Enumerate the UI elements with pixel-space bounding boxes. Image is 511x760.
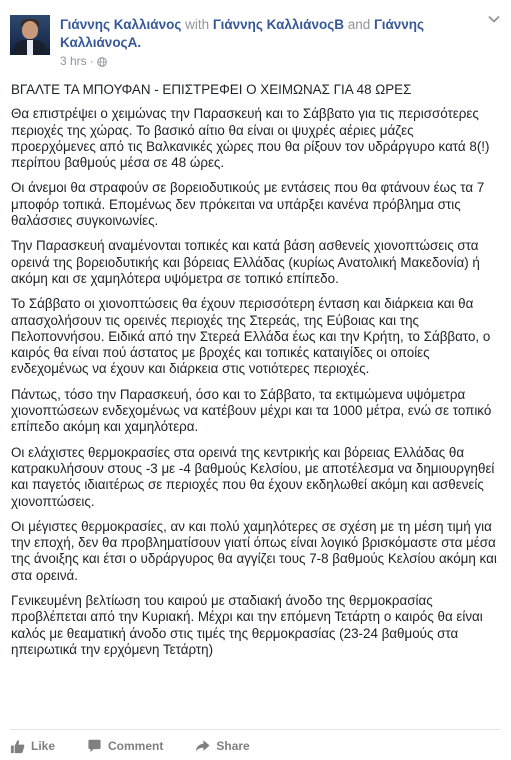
post-paragraph: Οι άνεμοι θα στραφούν σε βορειοδυτικούς με εντάσεις που θα φτάνουν έως τα 7 μποφόρ τοπικά. Επομένως δεν πρόκειται να υπάρξει κανένα πρόβλημα στις θαλάσσιες συγκοινωνίες. bbox=[11, 180, 485, 229]
and-text: and bbox=[347, 17, 371, 32]
avatar-shirt bbox=[27, 40, 33, 55]
share-arrow-icon bbox=[195, 739, 210, 753]
post-paragraph: Την Παρασκευή αναμένονται τοπικές και κατά βάση ασθενείς χιονοπτώσεις στα ορεινά της βορειοδυτικής και βόρειας Ελλάδας (κυρίως Ανατολική Μακεδονία) ή ακόμη και σε χαμηλότερα υψόμετρα σε τοπικό επίπεδο. bbox=[11, 238, 480, 286]
meta-separator: · bbox=[89, 54, 94, 68]
post-actions-bar bbox=[10, 736, 500, 756]
share-label: Share bbox=[216, 739, 250, 753]
post-text bbox=[11, 82, 497, 667]
avatar-face bbox=[22, 21, 38, 39]
thumbs-up-icon bbox=[10, 739, 25, 754]
globe-icon[interactable] bbox=[97, 56, 107, 66]
chevron-down-icon[interactable] bbox=[486, 12, 502, 26]
author-avatar[interactable] bbox=[10, 15, 50, 55]
post-paragraph: Το Σάββατο οι χιονοπτώσεις θα έχουν περισσότερη ένταση και διάρκεια και θα απασχολήσουν τις ορεινές περιοχές της Στερεάς, της Εύβοιας και της Πελοποννήσου. Ειδικά από την Στερεά Ελλάδα έως και την Κρήτη, το Σάββατο, ο καιρός θα είναι πού άστατος με βροχές και τοπικές καταιγίδες οι οποίες ενδεχομένως να έχουν και διάρκεια στις νοτιότερες περιοχές. bbox=[11, 296, 491, 377]
like-label: Like bbox=[31, 739, 56, 753]
post-paragraph: Γενικευμένη βελτίωση του καιρού με σταδιακή άνοδο της θερμοκρασίας προβλέπεται από την Κυριακή. Μέχρι και την επόμενη Τετάρτη ο καιρός θα είναι καλός με θεαματική άνοδο στις τιμές της θερμοκρασίας (23-24 βαθμούς στα ηπειρωτικά την ερχόμενη Τετάρτη) bbox=[11, 593, 483, 657]
speech-bubble-icon bbox=[87, 739, 102, 753]
like-button[interactable] bbox=[10, 739, 55, 754]
author-name-link[interactable]: Γιάννης Καλλιάνος bbox=[60, 17, 182, 32]
post-timestamp-link[interactable]: 3 hrs bbox=[60, 54, 87, 68]
comment-button[interactable] bbox=[87, 739, 163, 753]
comment-label: Comment bbox=[108, 739, 164, 753]
tagged-user-2-link[interactable]: Γιάννης ΚαλλιάνοςΑ. bbox=[60, 17, 425, 50]
author-line bbox=[60, 16, 440, 52]
post-meta bbox=[60, 54, 107, 68]
actions-divider bbox=[10, 729, 501, 730]
post-header bbox=[10, 12, 500, 72]
with-text: with bbox=[185, 17, 210, 32]
post-paragraph: Θα επιστρέψει ο χειμώνας την Παρασκευή και το Σάββατο για τις περισσότερες περιοχές της χώρας. Το βασικό αίτιο θα είναι οι ψυχρές αέριες μάζες προερχόμενες από τις Βαλκανικές χώρες που θα ρίξουν τον υδράργυρο κατά 8(!) περίπου βαθμούς μέσα σε 48 ώρες. bbox=[11, 106, 490, 171]
post-headline: ΒΓΑΛΤΕ ΤΑ ΜΠΟΥΦΑΝ - ΕΠΙΣΤΡΕΦΕΙ Ο ΧΕΙΜΩΝΑΣ ΓΙΑ 48 ΩΡΕΣ bbox=[11, 82, 412, 97]
tagged-user-1-link[interactable]: Γιάννης ΚαλλιάνοςΒ bbox=[212, 17, 344, 32]
post-paragraph: Οι μέγιστες θερμοκρασίες, αν και πολύ χαμηλότερες σε σχέση με τη μέση τιμή για την εποχή, δεν θα προβληματίσουν γιατί όπως είναι λογικό βρισκόμαστε στα μέσα της άνοιξης και έτσι ο υδράργυρος θα αγγίζει τους 7-8 βαθμούς Κελσίου ακόμη και στα ορεινά. bbox=[11, 518, 497, 583]
post-paragraph: Οι ελάχιστες θερμοκρασίες στα ορεινά της κεντρικής και βόρειας Ελλάδας θα κατρακυλήσουν στους -3 με -4 βαθμούς Κελσίου, με αποτέλεσμα να δημιουργηθεί και παγετός ιδιαιτέρως σε περιοχές που θα έχουν εκδηλωθεί ακόμη και ασθενείς χιονοπτώσεις. bbox=[11, 444, 495, 509]
share-button[interactable] bbox=[195, 739, 249, 753]
post-paragraph: Πάντως, τόσο την Παρασκευή, όσο και το Σάββατο, τα εκτιμώμενα υψόμετρα χιονοπτώσεων ενδεχομένως να κατέβουν μέχρι και τα 1000 μέτρα, ενώ σε τοπικό επίπεδο ακόμη και χαμηλότερα. bbox=[11, 386, 492, 435]
